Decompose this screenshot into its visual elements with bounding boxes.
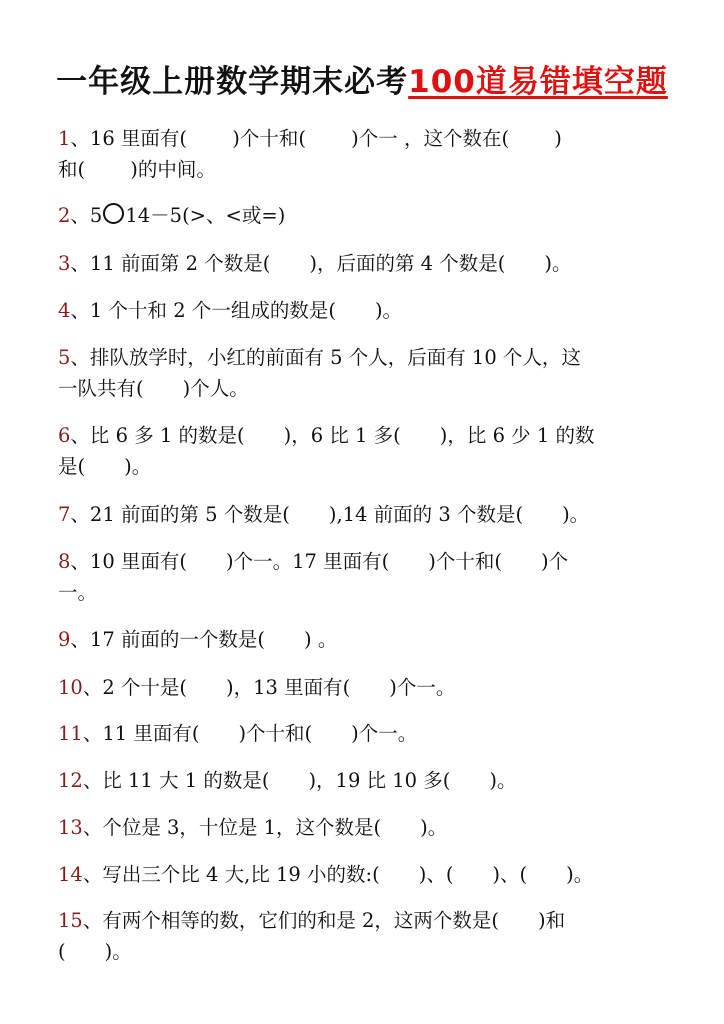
question-number: 8 (58, 550, 71, 573)
question-text: 一。 (58, 581, 98, 604)
question-text: 、个位是 3，十位是 1，这个数是( )。 (82, 816, 448, 839)
question-12 (58, 765, 678, 796)
question-11 (58, 718, 678, 749)
question-5 (58, 342, 678, 404)
question-number: 5 (58, 346, 71, 369)
question-10 (58, 672, 678, 703)
question-number: 4 (58, 299, 71, 322)
question-1 (58, 123, 678, 185)
question-text: 、21 前面的第 5 个数是( ),14 前面的 3 个数是( )。 (70, 503, 590, 526)
page-title (0, 56, 724, 101)
compare-circle-icon (103, 203, 124, 224)
question-number: 3 (58, 252, 71, 275)
question-number: 2 (58, 204, 71, 227)
question-text: 、1 个十和 2 个一组成的数是( )。 (70, 299, 403, 322)
question-text: 、2 个十是( )，13 里面有( )个一。 (82, 676, 456, 699)
question-text: 、17 前面的一个数是( ) 。 (70, 628, 338, 651)
question-text: ( )。 (58, 940, 132, 963)
question-4 (58, 295, 678, 326)
title-black: 一年级上册数学期末必考 (56, 64, 409, 100)
question-number: 15 (58, 909, 83, 932)
question-number: 12 (58, 769, 83, 792)
question-text: 、16 里面有( )个十和( )个一 ，这个数在( ) (70, 127, 562, 150)
question-number: 11 (58, 722, 83, 745)
question-7 (58, 499, 678, 530)
question-9 (58, 624, 678, 655)
question-number: 7 (58, 503, 71, 526)
question-text: 14－5(>、<或=) (125, 204, 286, 227)
question-2 (58, 200, 678, 231)
question-text: 一队共有( )个人。 (58, 377, 249, 400)
question-number: 13 (58, 816, 83, 839)
question-14 (58, 859, 678, 890)
question-text: 、有两个相等的数，它们的和是 2，这两个数是( )和 (82, 909, 566, 932)
question-number: 14 (58, 863, 83, 886)
question-text: 和( )的中间。 (58, 158, 216, 181)
question-text: 、比 11 大 1 的数是( )，19 比 10 多( )。 (82, 769, 517, 792)
question-text: 、11 里面有( )个十和( )个一。 (82, 722, 418, 745)
question-number: 9 (58, 628, 71, 651)
question-3 (58, 248, 678, 279)
question-text: 、排队放学时，小红的前面有 5 个人，后面有 10 个人，这 (70, 346, 581, 369)
question-13 (58, 812, 678, 843)
question-number: 10 (58, 676, 83, 699)
question-15 (58, 905, 678, 967)
question-number: 1 (58, 127, 71, 150)
question-text: 、5 (70, 204, 103, 227)
question-6 (58, 420, 678, 482)
question-text: 是( )。 (58, 455, 152, 478)
question-text: 、写出三个比 4 大,比 19 小的数:( )、( )、( )。 (82, 863, 594, 886)
question-8 (58, 546, 678, 608)
question-number: 6 (58, 424, 71, 447)
title-red: 100道易错填空题 (408, 64, 668, 100)
question-text: 、11 前面第 2 个数是( )，后面的第 4 个数是( )。 (70, 252, 572, 275)
question-text: 、10 里面有( )个一。17 里面有( )个十和( )个 (70, 550, 569, 573)
question-text: 、比 6 多 1 的数是( )，6 比 1 多( )，比 6 少 1 的数 (70, 424, 595, 447)
